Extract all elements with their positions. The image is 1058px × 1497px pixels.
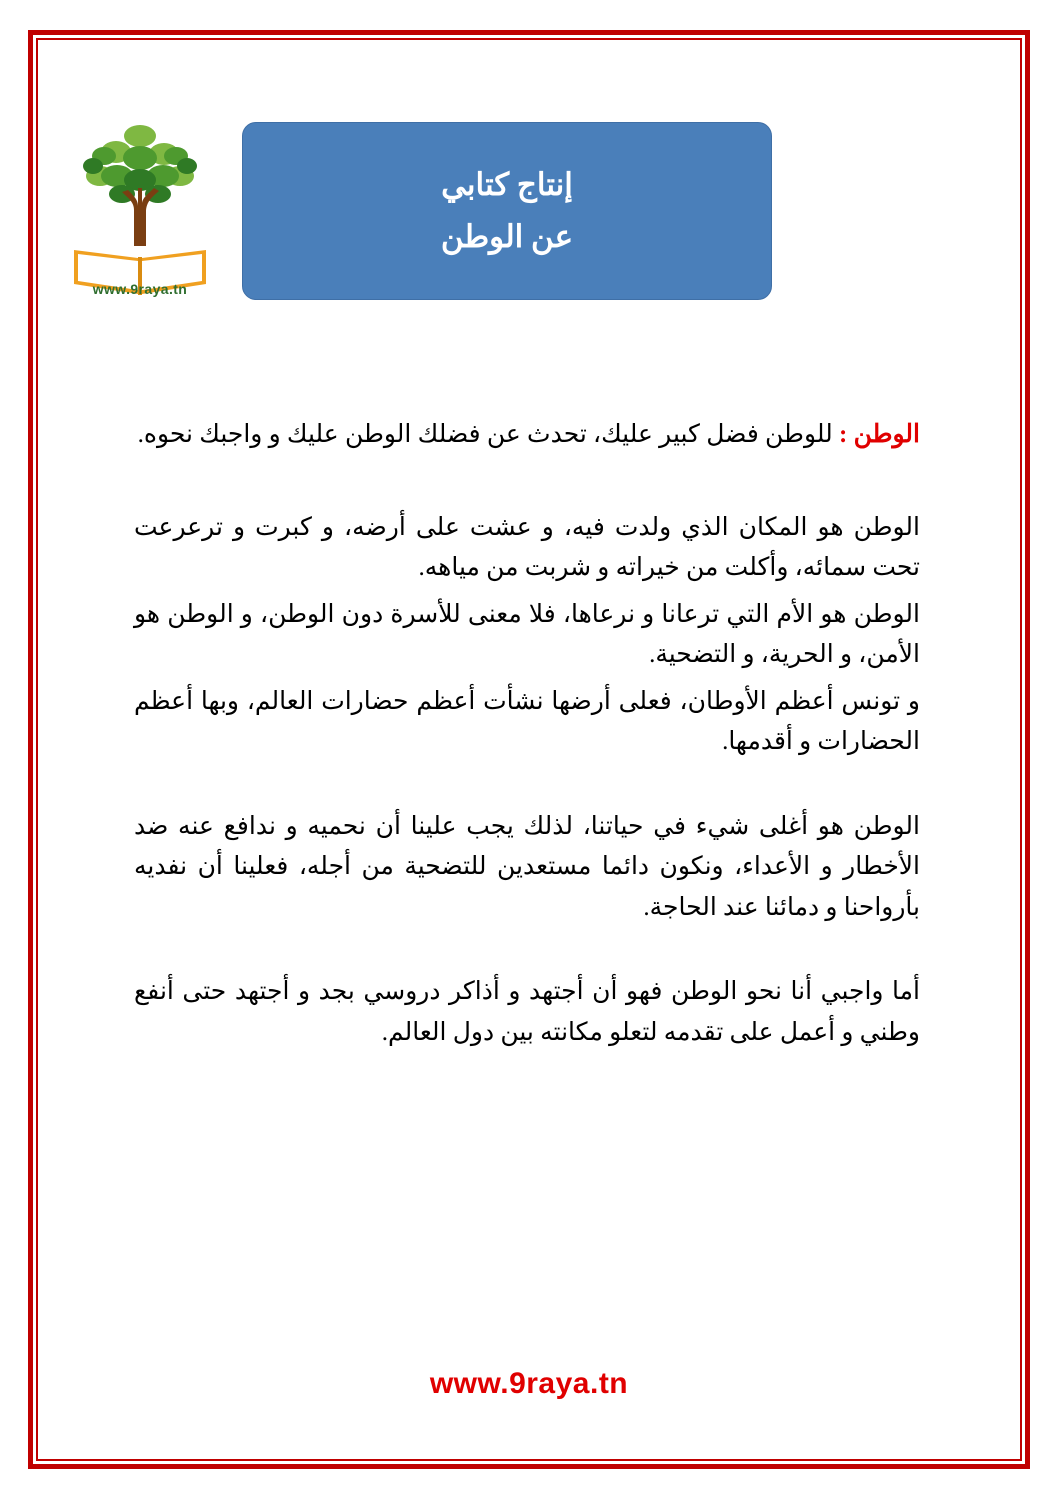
title-line-1: إنتاج كتابي [441, 167, 573, 203]
paragraph-1: الوطن هو المكان الذي ولدت فيه، و عشت على أرضه، و كبرت و ترعرعت تحت سمائه، وأكلت من خيراته و شربت من مياهه. [134, 513, 920, 581]
footer-website-url: www.9raya.tn [429, 1367, 629, 1400]
page-content [60, 62, 998, 1437]
title-banner [242, 122, 772, 300]
paragraph-3: و تونس أعظم الأوطان، فعلى أرضها نشأت أعظم حضارات العالم، وبها أعظم الحضارات و أقدمها. [134, 687, 920, 755]
tree-book-logo [60, 118, 220, 303]
paragraph-4: الوطن هو أغلى شيء في حياتنا، لذلك يجب علينا أن نحميه و ندافع عنه ضد الأخطار و الأعداء، ونكون دائما مستعدين للتضحية من أجله، فعلينا أن نفديه بأرواحنا و دمائنا عند الحاجة. [134, 812, 920, 921]
prompt-text: للوطن فضل كبير عليك، تحدث عن فضلك الوطن عليك و واجبك نحوه. [137, 421, 840, 448]
title-line-2: عن الوطن [440, 218, 574, 254]
prompt-label: الوطن : [839, 421, 920, 448]
paragraph-5: أما واجبي أنا نحو الوطن فهو أن أجتهد و أذاكر دروسي بجد و أجتهد حتى أنفع وطني و أعمل على تقدمه لتعلو مكانته بين دول العالم. [134, 978, 920, 1046]
logo-url-text: www.9raya.tn [92, 281, 188, 297]
paragraph-2: الوطن هو الأم التي ترعانا و نرعاها، فلا معنى للأسرة دون الوطن، و الوطن هو الأمن، و الحرية، و التضحية. [134, 600, 920, 668]
prompt-paragraph [134, 415, 920, 456]
document-body [60, 415, 998, 1053]
document-header [60, 118, 998, 303]
document-footer [60, 1367, 998, 1401]
tree-book-logo-graphic [60, 118, 220, 303]
